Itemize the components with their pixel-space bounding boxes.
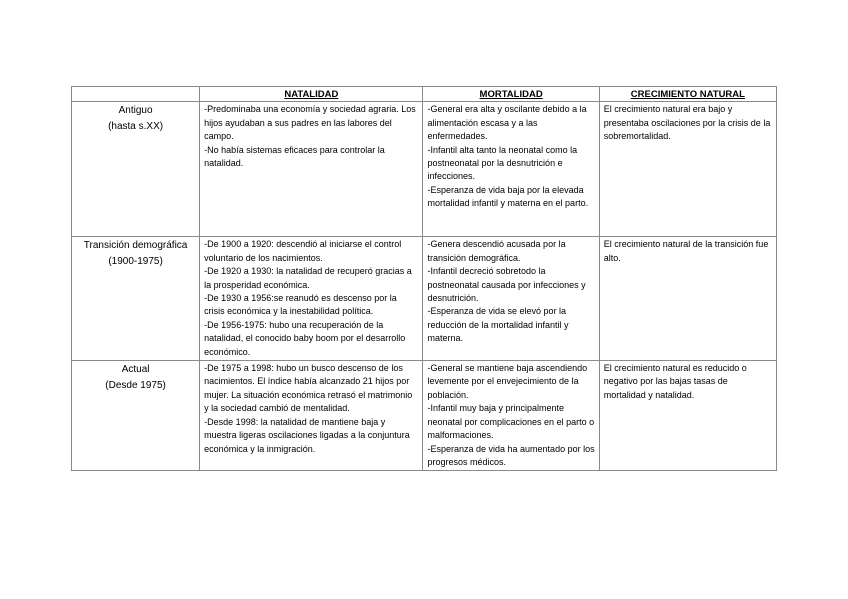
period-range: (Desde 1975) (105, 380, 166, 392)
natalidad-cell (200, 361, 423, 471)
header-mortalidad: MORTALIDAD (423, 87, 599, 102)
period-range: (1900-1975) (108, 256, 163, 268)
mortalidad-cell (423, 237, 599, 361)
mortalidad-cell (423, 361, 599, 471)
header-natalidad: NATALIDAD (200, 87, 423, 102)
crecimiento-text: El crecimiento natural es reducido o negativo por las bajas tasas de mortalidad y natalidad. (603, 363, 750, 400)
crecimiento-cell (599, 237, 776, 361)
period-name: Actual (121, 364, 150, 376)
period-cell (72, 102, 200, 237)
period-name: Transición demográfica (83, 240, 188, 252)
period-cell (72, 361, 200, 471)
mortalidad-cell (423, 102, 599, 237)
demography-table (71, 86, 777, 471)
crecimiento-cell (599, 102, 776, 237)
table-row (72, 361, 777, 471)
natalidad-cell (200, 102, 423, 237)
mortalidad-text: -General se mantiene baja ascendiendo levemente por el envejecimiento de la población. -Infantil muy baja y principalmente neonatal por complicaciones en el parto o malformaciones. -Esperanza de vida ha aumentado por los progresos médicos. (427, 363, 595, 467)
natalidad-text: -De 1975 a 1998: hubo un busco descenso de los nacimientos. El índice había alcanzado 21 hijos por mujer. La situación económica retrasó el matrimonio y la sociedad cambió de mentalidad. -Desde 1998: la natalidad de mantiene baja y muestra ligeras oscilaciones ligadas a la conjuntura económica y la inmigración. (204, 363, 413, 454)
mortalidad-text: -General era alta y oscilante debido a la alimentación escasa y a las enfermedades. -Infantil alta tanto la neonatal como la postneonatal por la desnutrición e infecciones. -Esperanza de vida baja por la elevada mortalidad infantil y materna en el parto. (427, 104, 589, 209)
natalidad-text: -De 1900 a 1920: descendió al iniciarse el control voluntario de los nacimientos. -De 1920 a 1930: la natalidad de recuperó gracias a la prosperidad económica. -De 1930 a 1956:se reanudó es descenso por la crisis económica y la inestabilidad política. -De 1956-1975: hubo una recuperación de la natalidad, el conocido baby boom por el desarrollo económico. (204, 239, 412, 357)
mortalidad-text: -Genera descendió acusada por la transición demográfica. -Infantil decreció sobretodo la postneonatal causada por infecciones y desnutrición. -Esperanza de vida se elevó por la reducción de la mortalidad infantil y materna. (427, 239, 586, 344)
period-cell (72, 237, 200, 361)
natalidad-text: -Predominaba una economía y sociedad agraria. Los hijos ayudaban a sus padres en las labores del campo. -No había sistemas eficaces para controlar la natalidad. (204, 104, 416, 169)
table-row (72, 237, 777, 361)
crecimiento-text: El crecimiento natural era bajo y presentaba oscilaciones por la crisis de la sobremortalidad. (603, 104, 773, 142)
period-range: (hasta s.XX) (108, 121, 164, 133)
natalidad-cell (200, 237, 423, 361)
header-period (72, 87, 200, 102)
header-crecimiento: CRECIMIENTO NATURAL (599, 87, 776, 102)
period-name: Antiguo (118, 105, 153, 117)
crecimiento-text: El crecimiento natural de la transición fue alto. (603, 239, 771, 263)
crecimiento-cell (599, 361, 776, 471)
header-row (72, 87, 777, 102)
table-row (72, 102, 777, 237)
